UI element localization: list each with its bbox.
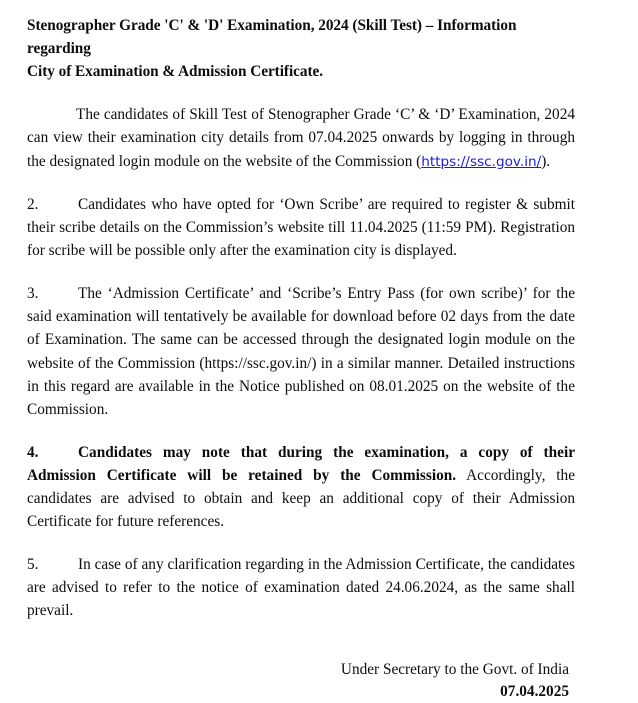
ssc-website-link[interactable]: https://ssc.gov.in/: [421, 153, 542, 170]
page-title-line-2: City of Examination & Admission Certificate.: [27, 63, 324, 80]
paragraph-5: [27, 553, 575, 623]
paragraph-2-number: 2.: [27, 195, 39, 213]
signature-date: 07.04.2025: [500, 682, 569, 700]
page-title-line-1: Stenographer Grade 'C' & 'D' Examination, 2024 (Skill Test) – Information regarding: [27, 17, 517, 57]
paragraph-3-text: The ‘Admission Certificate’ and ‘Scribe’s Entry Pass (for own scribe)’ for the said examination will tentatively be available for download before 02 days from the date of Examination. The same can be accessed through the designated login module on the website of the Commission (https://ssc.gov.in/) in a similar manner. Detailed instructions in this regard are available in the Notice published on 08.01.2025 on the website of the Commission.: [27, 284, 575, 419]
paragraph-2: [27, 193, 575, 263]
paragraph-4: [27, 441, 575, 534]
paragraph-4-bold-text: Candidates may note that during the examination, a copy of their Admission Certificate will be retained by the Commission.: [27, 443, 575, 484]
paragraph-4-regular-text: Accordingly, the candidates are advised to obtain and keep an additional copy of their Admission Certificate for future references.: [27, 466, 575, 531]
signatory-designation: Under Secretary to the Govt. of India: [340, 660, 569, 678]
paragraph-3-number: 3.: [27, 284, 39, 302]
paragraph-5-text: In case of any clarification regarding in the Admission Certificate, the candidates are advised to refer to the notice of examination dated 24.06.2024, as the same shall prevail.: [27, 555, 575, 620]
paragraph-1-text-after-link: ).: [541, 152, 551, 170]
signature-block: [27, 659, 575, 703]
paragraph-3: [27, 282, 575, 422]
page-title: [27, 14, 575, 83]
paragraph-1-text-before-link: The candidates of Skill Test of Stenographer Grade ‘C’ & ‘D’ Examination, 2024 can view their examination city details from 07.04.2025 onwards by logging in through the designated login module on the website of the Commission (: [27, 106, 575, 170]
paragraph-5-number: 5.: [27, 555, 39, 573]
paragraph-1: [27, 103, 575, 174]
paragraph-2-text: Candidates who have opted for ‘Own Scribe’ are required to register & submit their scribe details on the Commission’s website till 11.04.2025 (11:59 PM). Registration for scribe will be possible only after the examination city is displayed.: [27, 195, 575, 260]
paragraph-4-number: 4.: [27, 443, 39, 461]
